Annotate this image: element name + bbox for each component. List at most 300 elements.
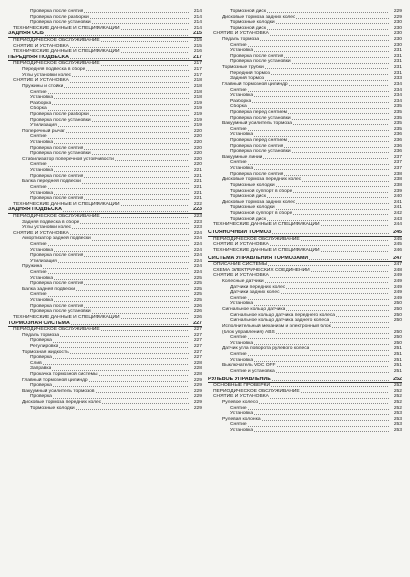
toc-entry-title: Передний тормоз [230, 70, 270, 76]
dot-leader [276, 209, 389, 210]
dot-leader [60, 336, 189, 337]
dot-leader [99, 375, 190, 376]
dot-leader [296, 203, 389, 204]
dot-leader [281, 293, 389, 294]
toc-page-number: 235 [393, 104, 402, 110]
toc-page-number: 230 [393, 20, 402, 26]
dot-leader [52, 104, 189, 105]
toc-page-number: 221 [193, 179, 202, 185]
toc-entry-title: Установка [230, 357, 254, 363]
toc-entry-title: ЗАДНЯЯ ПОДВЕСКА [8, 207, 62, 213]
dot-leader [53, 342, 189, 343]
toc-page-number: 251 [393, 368, 402, 374]
toc-page-number: 234 [393, 93, 402, 99]
dot-leader [53, 398, 189, 399]
toc-page-number: 224 [193, 253, 202, 259]
toc-page-number: 229 [393, 14, 402, 20]
dot-leader [267, 197, 389, 198]
toc-page-number: 221 [193, 184, 202, 190]
toc-page-number: 240 [393, 194, 402, 200]
dot-leader [270, 35, 389, 36]
toc-entry-title: Проверка [30, 355, 52, 361]
toc-page-number: 253 [393, 411, 402, 417]
dot-leader [59, 347, 189, 348]
dot-leader [70, 82, 189, 83]
toc-entry-title: Тормозной диск [230, 216, 266, 222]
toc-page-number: 245 [393, 242, 402, 248]
toc-page-number: 231 [393, 53, 402, 59]
dot-leader [72, 228, 189, 229]
toc-entry-title: Пружины и стойки [22, 83, 64, 89]
toc-page-number: 228 [193, 360, 202, 366]
toc-page-number: 220 [193, 156, 202, 162]
toc-entry-title: ТОРМОЗНАЯ СИСТЕМА [8, 320, 70, 326]
dot-leader [101, 65, 189, 66]
dot-leader [72, 76, 189, 77]
toc-entry-title: Снятие [30, 270, 47, 276]
toc-entry-title: Установка [230, 301, 254, 307]
toc-page-number: 224 [193, 247, 202, 253]
dot-leader [260, 40, 389, 41]
dot-leader [254, 169, 389, 170]
toc-entry-title: Установка [230, 411, 254, 417]
toc-page-number: 226 [193, 309, 202, 315]
toc-page-number: 245 [393, 236, 402, 242]
toc-page-number: 227 [193, 332, 202, 338]
toc-page-number: 236 [393, 138, 402, 144]
toc-entry-title: Проверка после установки [230, 149, 291, 155]
dot-leader [92, 121, 189, 122]
dot-leader [254, 361, 389, 362]
dot-leader [84, 307, 189, 308]
dot-leader [271, 74, 389, 75]
toc-entry-title: Передняя подвеска в сборе [22, 67, 86, 73]
dot-leader [84, 177, 189, 178]
dot-leader [254, 414, 389, 415]
dot-leader [80, 223, 189, 224]
toc-entry-title: Тормозные трубки [222, 65, 264, 71]
dot-leader [84, 284, 189, 285]
toc-page-number: 251 [393, 363, 402, 369]
toc-page-number: 227 [193, 355, 202, 361]
toc-page-number: 229 [193, 405, 202, 411]
dot-leader [248, 426, 389, 427]
dot-leader [272, 380, 389, 381]
toc-page-number: 244 [393, 222, 402, 228]
toc-entry-title: Снятие [30, 184, 47, 190]
dot-leader [301, 392, 389, 393]
dot-leader [265, 80, 389, 81]
toc-page-number: 220 [193, 145, 202, 151]
dot-leader [48, 188, 189, 189]
toc-page-number: 231 [393, 59, 402, 65]
toc-entry-title: Снятие [230, 126, 247, 132]
dot-leader [272, 233, 389, 234]
toc-page-number: 224 [193, 258, 202, 264]
toc-entry-title: ПЕРИОДИЧЕСКОЕ ОБСЛУЖИВАНИЕ [213, 236, 300, 242]
toc-page-number: 249 [393, 284, 402, 290]
toc-entry-title: ОСНОВНЫЕ ПРОВЕРКИ [213, 383, 271, 389]
toc-entry-title: ТЕХНИЧЕСКИЕ ДАННЫЕ И СПЕЦИФИКАЦИИ [13, 314, 120, 320]
dot-leader [284, 175, 389, 176]
toc-page-number: 230 [393, 31, 402, 37]
dot-leader [276, 333, 389, 334]
toc-entry-title: Снятие [230, 405, 247, 411]
toc-entry-title: Регулировка [30, 343, 59, 349]
dot-leader [45, 35, 189, 36]
toc-entry-title: СИСТЕМА УПРАВЛЕНИЯ ТОРМОЗАМИ [208, 255, 309, 261]
toc-page-number: 218 [193, 83, 202, 89]
toc-page-number: 231 [393, 65, 402, 71]
toc-entry-title: Проверка после разборки [30, 111, 89, 117]
toc-entry-title: Главный тормозной цилиндр [222, 81, 288, 87]
dot-leader [276, 186, 389, 187]
toc-section-heading[interactable] [208, 230, 402, 237]
dot-leader [48, 93, 189, 94]
dot-leader [84, 12, 189, 13]
toc-entry-title: Стабилизатор поперечной устойчивости [22, 156, 114, 162]
toc-page-number: 224 [193, 241, 202, 247]
toc-page-number: 243 [393, 216, 402, 222]
dot-leader [76, 290, 189, 291]
dot-leader [277, 366, 389, 367]
toc-entry-title: Вакуумный усилитель тормоза [222, 121, 292, 127]
toc-entry-title: СНЯТИЕ И УСТАНОВКА [13, 230, 69, 236]
toc-page-number: 253 [393, 428, 402, 434]
toc-page-number: 214 [193, 14, 202, 20]
dot-leader [101, 330, 189, 331]
toc-entry-title: Снятие [230, 422, 247, 428]
toc-entry-title: Установка [30, 168, 54, 174]
toc-entry-title: Проверка после снятия [30, 196, 84, 202]
toc-page-number: 235 [393, 126, 402, 132]
toc-entry-title: ПЕРИОДИЧЕСКОЕ ОБСЛУЖИВАНИЕ [13, 327, 100, 333]
toc-page-number: 236 [393, 149, 402, 155]
dot-leader [288, 113, 389, 114]
dot-leader [311, 271, 389, 272]
dot-leader [53, 358, 189, 359]
toc-page-number: 224 [193, 236, 202, 242]
toc-page-number: 218 [193, 95, 202, 101]
toc-page-number: 249 [393, 290, 402, 296]
toc-entry[interactable] [8, 406, 202, 412]
toc-entry-title: Проверка после установки [230, 115, 291, 121]
toc-page-number: 217 [193, 67, 202, 73]
toc-entry-title: Проверка после установки [230, 59, 291, 65]
dot-leader [248, 46, 389, 47]
dot-leader [53, 386, 189, 387]
toc-page-number: 223 [193, 219, 202, 225]
toc-page-number: 220 [193, 134, 202, 140]
toc-entry-title: Установка [30, 275, 54, 281]
dot-leader [284, 147, 389, 148]
dot-leader [84, 199, 189, 200]
toc-page-number: 221 [193, 173, 202, 179]
dot-leader [70, 58, 189, 59]
toc-page-number: 221 [193, 196, 202, 202]
dot-leader [248, 338, 389, 339]
toc-entry-title: СНЯТИЕ И УСТАНОВКА [213, 242, 269, 248]
toc-page-number: 252 [393, 388, 402, 394]
dot-leader [43, 364, 189, 365]
dot-leader [332, 327, 389, 328]
toc-entry-title: Проверка после снятия [30, 281, 84, 287]
toc-entry-title: Проверка после установки [30, 309, 91, 315]
toc-page-number: 218 [193, 89, 202, 95]
toc-entry-title: Сборка [230, 104, 247, 110]
toc-page-number: 253 [393, 422, 402, 428]
toc-page-number: 222 [193, 201, 202, 207]
toc-page-number: 252 [393, 405, 402, 411]
toc-entry-title: ТЕХНИЧЕСКИЕ ДАННЫЕ И СПЕЦИФИКАЦИИ [213, 247, 320, 253]
dot-leader [321, 225, 390, 226]
toc-entry-title: Снятие [30, 162, 47, 168]
dot-leader [248, 355, 389, 356]
toc-entry-title: СНЯТИЕ И УСТАНОВКА [213, 31, 269, 37]
toc-entry-title: Снятие [230, 87, 247, 93]
toc-page-number: 253 [393, 416, 402, 422]
dot-leader [86, 70, 189, 71]
toc-page-number: 247 [393, 255, 402, 261]
toc-page-number: 249 [393, 273, 402, 279]
toc-entry[interactable] [208, 428, 402, 434]
dot-leader [84, 149, 189, 150]
toc-page-number: 237 [393, 166, 402, 172]
toc-entry-title: СНЯТИЕ И УСТАНОВКА [13, 78, 69, 84]
dot-leader [301, 240, 389, 241]
toc-page-number: 239 [393, 188, 402, 194]
toc-page-number: 230 [393, 37, 402, 43]
toc-page-number: 230 [393, 25, 402, 31]
toc-entry-title: Проверка после снятия [30, 9, 84, 14]
dot-leader [54, 301, 189, 302]
toc-entry-title: Тормозной диск [230, 25, 266, 31]
toc-entry-title: Тормозной диск [230, 9, 266, 14]
toc-entry-title: Сигнальное кольцо датчика переднего колеса [230, 312, 335, 318]
toc-page-number: 223 [193, 225, 202, 231]
dot-leader [248, 130, 389, 131]
toc-page-number: 220 [193, 128, 202, 134]
toc-page-number: 229 [193, 388, 202, 394]
toc-entry-title: Проверка после снятия [30, 303, 84, 309]
toc-page-number: 221 [193, 190, 202, 196]
toc-page-number: 235 [393, 115, 402, 121]
toc-entry-title: СНЯТИЕ И УСТАНОВКА [213, 273, 269, 279]
toc-entry-title: Проверка перед снятием [230, 138, 288, 144]
toc-entry-title: Разборка [30, 100, 52, 106]
dot-leader [293, 192, 389, 193]
toc-entry-title: Углы установки колес [22, 72, 72, 78]
toc-page-number: 250 [393, 318, 402, 324]
toc-entry-title: Исполнительный механизм и электронный блок [222, 323, 331, 329]
toc-page-number: 217 [193, 54, 202, 60]
dot-leader [265, 282, 389, 283]
dot-leader [52, 370, 189, 371]
toc-entry-title: Тормозной суппорт в сборе [230, 210, 293, 216]
toc-entry-title: ПЕРИОДИЧЕСКОЕ ОБСЛУЖИВАНИЕ [13, 213, 100, 219]
dot-leader [302, 181, 389, 182]
dot-leader [254, 305, 389, 306]
toc-page-number: 231 [393, 48, 402, 54]
toc-page-number: 250 [393, 307, 402, 313]
toc-page-number: 237 [393, 160, 402, 166]
toc-page-number: 229 [193, 400, 202, 406]
dot-leader [63, 211, 189, 212]
dot-leader [101, 41, 189, 42]
dot-leader [64, 87, 189, 88]
toc-entry-title: (блок управления) ABS [222, 329, 275, 335]
dot-leader [289, 85, 389, 86]
toc-section-heading[interactable] [8, 31, 202, 38]
toc-entry-title: Установка [230, 132, 254, 138]
toc-entry-title: Проверка после снятия [230, 171, 284, 177]
toc-page-number: 231 [393, 70, 402, 76]
toc-page-number: 214 [193, 20, 202, 26]
toc-entry-title: Дисковые тормоза задних колес [222, 199, 296, 205]
toc-page-number: 252 [393, 394, 402, 400]
toc-page-number: 247 [393, 262, 402, 268]
toc-page-number: 219 [193, 117, 202, 123]
dot-leader [248, 164, 389, 165]
toc-entry-title: Дисковые тормоза передних колес [222, 177, 302, 183]
toc-page-number: 229 [193, 377, 202, 383]
toc-section-heading[interactable] [8, 321, 202, 328]
dot-leader [89, 381, 189, 382]
toc-page-number: 215 [193, 43, 202, 49]
dot-leader [284, 57, 389, 58]
toc-entry-title: Установка [230, 93, 254, 99]
toc-entry-title: Проверка после снятия [30, 145, 84, 151]
toc-page-number: 220 [193, 162, 202, 168]
toc-entry-title: Тормозная жидкость [22, 349, 69, 355]
toc-entry-title: Проверка [30, 338, 52, 344]
toc-entry-title: Снятие [30, 89, 47, 95]
dot-leader [48, 245, 189, 246]
toc-entry-title: Снятие [230, 295, 247, 301]
dot-leader [270, 398, 389, 399]
toc-page-number: 221 [193, 168, 202, 174]
toc-section-heading[interactable] [8, 55, 202, 62]
toc-entry-title: Главный тормозной цилиндр [22, 377, 88, 383]
toc-entry-title: Рулевое колесо [222, 400, 259, 405]
toc-page-number: 228 [193, 372, 202, 377]
toc-page-number: 233 [393, 76, 402, 82]
toc-entry-title: Педаль тормоза [222, 37, 260, 43]
toc-page-number: 250 [393, 301, 402, 307]
toc-entry-title: ТЕХНИЧЕСКИЕ ДАННЫЕ И СПЕЦИФИКАЦИИ [213, 222, 320, 228]
toc-entry-title: Снятие [230, 335, 247, 341]
dot-leader [48, 138, 189, 139]
toc-page-number: 225 [193, 292, 202, 298]
dot-leader [259, 403, 389, 404]
toc-entry-title: Установка [230, 428, 254, 434]
dot-leader [71, 324, 189, 325]
toc-page-number: 236 [393, 143, 402, 149]
toc-entry-title: Снятие [30, 134, 47, 140]
dot-leader [58, 262, 189, 263]
toc-page-number: 218 [193, 78, 202, 84]
toc-page-number: 241 [393, 205, 402, 211]
dot-leader [286, 310, 389, 311]
dot-leader [70, 47, 189, 48]
toc-page-number: 230 [393, 42, 402, 48]
dot-leader [92, 240, 189, 241]
toc-entry-title: Выключатель VDC OFF [222, 363, 276, 369]
toc-page-number: 215 [193, 38, 202, 44]
dot-leader [254, 51, 389, 52]
toc-page-number: 252 [393, 376, 402, 382]
toc-entry-title: Тормозные колодки [230, 205, 275, 211]
toc-entry-title: Установка [30, 95, 54, 101]
toc-page-number: 227 [193, 320, 202, 326]
toc-page-number: 234 [393, 87, 402, 93]
dot-leader [267, 12, 389, 13]
toc-entry-title: Пружина [22, 264, 43, 270]
dot-leader [54, 279, 189, 280]
toc-entry-title: Балка передней подвески [22, 179, 81, 185]
toc-section-heading[interactable] [208, 256, 402, 263]
toc-page-number: 226 [193, 303, 202, 309]
dot-leader [248, 299, 389, 300]
toc-entry-title: Сборка [30, 106, 47, 112]
toc-page-number: 229 [193, 383, 202, 389]
toc-page-number: 248 [393, 267, 402, 273]
dot-leader [54, 143, 189, 144]
toc-page-number: 225 [193, 275, 202, 281]
toc-entry-title: Балка задней подвески [22, 286, 76, 292]
dot-leader [267, 29, 389, 30]
toc-entry-title: Датчики задних колес [230, 290, 280, 296]
dot-leader [70, 234, 189, 235]
dot-leader [48, 110, 189, 111]
toc-entry-title: Слив [30, 360, 42, 366]
toc-entry-title: ОПИСАНИЕ СИСТЕМЫ [213, 262, 268, 268]
dot-leader [254, 96, 389, 97]
dot-leader [270, 245, 389, 246]
toc-entry-title: Заправка [30, 366, 52, 372]
toc-entry-title: Снятие [230, 160, 247, 166]
toc-entry-title: Дисковые тормоза задних колес [222, 14, 296, 20]
toc-page-number: 225 [193, 281, 202, 287]
toc-entry-title: Установка [230, 340, 254, 346]
dot-leader [321, 251, 390, 252]
toc-entry-title: Снятие [30, 292, 47, 298]
toc-page-number: 226 [193, 314, 202, 320]
dot-leader [288, 141, 389, 142]
toc-page-number: 235 [393, 121, 402, 127]
toc-entry-title: Проверка после установки [30, 117, 91, 123]
dot-leader [310, 350, 389, 351]
toc-entry-title: Проверка после разборки [30, 14, 89, 20]
toc-entry-title: Утилизация [30, 123, 57, 129]
dot-leader [43, 268, 189, 269]
toc-section-heading[interactable] [208, 377, 402, 384]
toc-entry-title: Снятие [230, 42, 247, 48]
toc-entry-title: Проверка после установки [30, 151, 91, 157]
toc-page-number: 245 [393, 229, 402, 235]
toc-entry-title: Тормозные колодки [230, 20, 275, 26]
toc-entry-title: ПЕРИОДИЧЕСКОЕ ОБСЛУЖИВАНИЕ [13, 61, 100, 67]
toc-entry-title: ТЕХНИЧЕСКИЕ ДАННЫЕ И СПЕЦИФИКАЦИИ [13, 49, 120, 55]
dot-leader [254, 136, 389, 137]
toc-section-heading[interactable] [8, 207, 202, 214]
dot-leader [76, 409, 189, 410]
toc-entry-title: Углы установки колес [22, 225, 72, 231]
toc-page-number: 236 [393, 132, 402, 138]
toc-entry-title: Сигнальное кольцо датчика [222, 307, 286, 313]
toc-entry-title: Дисковые тормоза передних колес [22, 400, 102, 406]
toc-page-number: 238 [393, 177, 402, 183]
